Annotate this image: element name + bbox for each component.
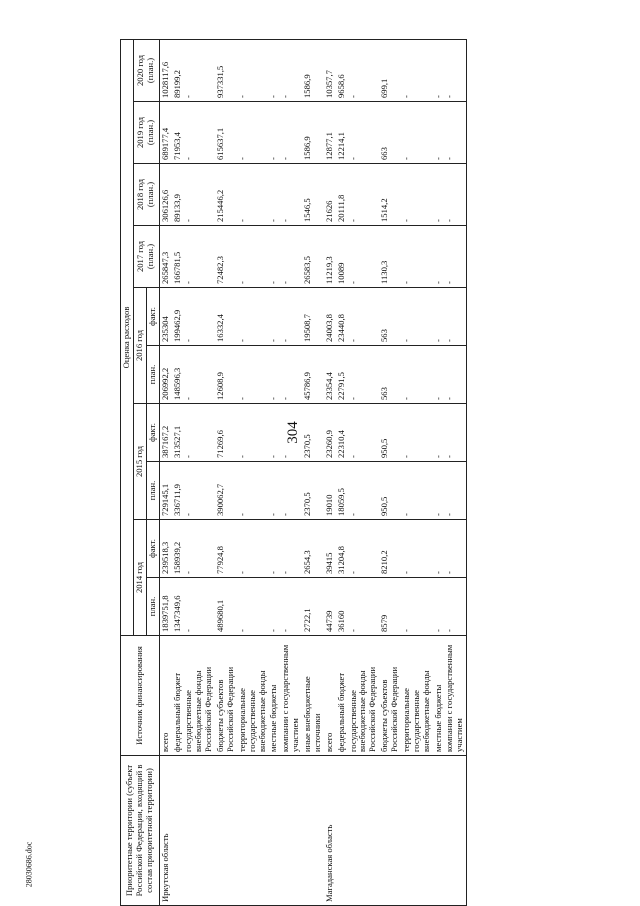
value-cell: - <box>444 226 466 288</box>
table-row <box>336 39 348 905</box>
value-cell: 11219,3 <box>324 226 336 288</box>
value-cell: 8210,2 <box>379 520 401 578</box>
value-cell: 239518,3 <box>159 520 171 578</box>
value-cell: 729145,1 <box>159 462 171 520</box>
territory-cell: Иркутская область <box>159 756 171 906</box>
value-cell: - <box>183 346 215 404</box>
value-cell: - <box>268 346 280 404</box>
value-cell: - <box>280 404 302 462</box>
value-cell: - <box>268 404 280 462</box>
value-cell: - <box>444 346 466 404</box>
table-row <box>348 39 380 905</box>
value-cell: 206992,2 <box>159 346 171 404</box>
table-row <box>401 39 433 905</box>
value-cell: - <box>280 346 302 404</box>
value-cell: 1546,5 <box>302 164 324 226</box>
value-cell: - <box>444 520 466 578</box>
value-cell: - <box>268 520 280 578</box>
value-cell: 23260,9 <box>324 404 336 462</box>
source-cell: бюджеты субъектов Российской Федерации <box>379 636 401 756</box>
table-row <box>237 39 269 905</box>
value-cell: - <box>433 226 445 288</box>
source-cell: компании с государственным участием <box>280 636 302 756</box>
table-row <box>183 39 215 905</box>
value-cell: - <box>401 39 433 101</box>
value-cell: - <box>268 102 280 164</box>
territory-cell <box>336 756 348 906</box>
value-cell: 18059,5 <box>336 462 348 520</box>
value-cell: - <box>183 39 215 101</box>
table-row <box>172 39 184 905</box>
value-cell: 166781,5 <box>172 226 184 288</box>
value-cell: 306126,6 <box>159 164 171 226</box>
header-2020: 2020 год (план.) <box>133 39 159 101</box>
value-cell: 1130,3 <box>379 226 401 288</box>
table-row <box>302 39 324 905</box>
value-cell: 148596,3 <box>172 346 184 404</box>
page-number: 304 <box>284 421 301 444</box>
value-cell: - <box>401 346 433 404</box>
value-cell: 2370,5 <box>302 404 324 462</box>
value-cell: 1839751,8 <box>159 578 171 636</box>
territory-cell <box>172 756 184 906</box>
value-cell: 71953,4 <box>172 102 184 164</box>
value-cell: - <box>280 288 302 346</box>
value-cell: 89133,9 <box>172 164 184 226</box>
value-cell: - <box>401 404 433 462</box>
source-cell: государственные внебюджетные фонды Российской Федерации <box>348 636 380 756</box>
value-cell: 1028117,6 <box>159 39 171 101</box>
value-cell: - <box>433 578 445 636</box>
territory-cell: Магаданская область <box>324 756 336 906</box>
value-cell: - <box>348 39 380 101</box>
value-cell: - <box>237 226 269 288</box>
value-cell: - <box>237 39 269 101</box>
value-cell: - <box>268 39 280 101</box>
territory-cell <box>401 756 433 906</box>
header-2016-plan: план. <box>146 346 159 404</box>
value-cell: 615637,1 <box>215 102 237 164</box>
source-cell: компании с государственным участием <box>444 636 466 756</box>
value-cell: 45786,9 <box>302 346 324 404</box>
territory-cell <box>280 756 302 906</box>
value-cell: 1586,9 <box>302 102 324 164</box>
source-cell: местные бюджеты <box>268 636 280 756</box>
value-cell: 489680,1 <box>215 578 237 636</box>
value-cell: - <box>268 226 280 288</box>
territory-cell <box>268 756 280 906</box>
territory-cell <box>348 756 380 906</box>
value-cell: 158939,2 <box>172 520 184 578</box>
source-cell: федеральный бюджет <box>172 636 184 756</box>
value-cell: - <box>183 226 215 288</box>
value-cell: - <box>348 226 380 288</box>
header-estimate: Оценка расходов <box>121 39 134 635</box>
value-cell: - <box>433 102 445 164</box>
value-cell: 20111,8 <box>336 164 348 226</box>
value-cell: - <box>280 520 302 578</box>
value-cell: 950,5 <box>379 404 401 462</box>
value-cell: - <box>348 346 380 404</box>
value-cell: 72482,3 <box>215 226 237 288</box>
value-cell: 663 <box>379 102 401 164</box>
value-cell: 1347349,6 <box>172 578 184 636</box>
value-cell: 950,5 <box>379 462 401 520</box>
value-cell: 689177,4 <box>159 102 171 164</box>
source-cell: всего <box>159 636 171 756</box>
value-cell: 26583,5 <box>302 226 324 288</box>
value-cell: 2370,5 <box>302 462 324 520</box>
table-body <box>159 39 467 905</box>
rotated-table-container <box>120 40 640 906</box>
value-cell: 265847,3 <box>159 226 171 288</box>
value-cell: - <box>433 462 445 520</box>
value-cell: 23354,4 <box>324 346 336 404</box>
header-2014-fact: факт. <box>146 520 159 578</box>
value-cell: 563 <box>379 346 401 404</box>
value-cell: 24003,8 <box>324 288 336 346</box>
source-cell: территориальные государственные внебюджетные фонды <box>237 636 269 756</box>
territory-cell <box>237 756 269 906</box>
value-cell: - <box>444 578 466 636</box>
header-2016-fact: факт. <box>146 288 159 346</box>
value-cell: 89199,2 <box>172 39 184 101</box>
source-cell: государственные внебюджетные фонды Российской Федерации <box>183 636 215 756</box>
value-cell: - <box>183 578 215 636</box>
value-cell: - <box>280 462 302 520</box>
header-2015-plan: план. <box>146 462 159 520</box>
value-cell: - <box>433 164 445 226</box>
value-cell: 19508,7 <box>302 288 324 346</box>
value-cell: - <box>433 404 445 462</box>
value-cell: - <box>183 164 215 226</box>
table-row <box>379 39 401 905</box>
value-cell: - <box>348 164 380 226</box>
value-cell: 2654,3 <box>302 520 324 578</box>
value-cell: 12214,1 <box>336 102 348 164</box>
value-cell: 12608,9 <box>215 346 237 404</box>
value-cell: 313527,1 <box>172 404 184 462</box>
value-cell: - <box>268 578 280 636</box>
header-2015: 2015 год <box>133 404 146 520</box>
value-cell: 699,1 <box>379 39 401 101</box>
territory-cell <box>379 756 401 906</box>
table-row <box>444 39 466 905</box>
header-territory: Приоритетные территории (субъект Российской Федерации, входящий в состав приоритетной территории) <box>121 756 160 906</box>
value-cell: 71269,6 <box>215 404 237 462</box>
value-cell: - <box>183 404 215 462</box>
value-cell: - <box>401 462 433 520</box>
value-cell: 19010 <box>324 462 336 520</box>
value-cell: 22310,4 <box>336 404 348 462</box>
value-cell: - <box>237 520 269 578</box>
value-cell: - <box>280 39 302 101</box>
value-cell: - <box>268 164 280 226</box>
value-cell: 563 <box>379 288 401 346</box>
value-cell: - <box>237 346 269 404</box>
value-cell: - <box>348 404 380 462</box>
value-cell: 235304 <box>159 288 171 346</box>
footer-document-code: 28030686.doc <box>24 841 34 888</box>
value-cell: - <box>237 578 269 636</box>
value-cell: - <box>348 288 380 346</box>
value-cell: - <box>444 404 466 462</box>
table-row <box>280 39 302 905</box>
value-cell: - <box>237 102 269 164</box>
value-cell: - <box>237 288 269 346</box>
value-cell: - <box>444 164 466 226</box>
value-cell: 39415 <box>324 520 336 578</box>
value-cell: 336711,9 <box>172 462 184 520</box>
value-cell: - <box>183 520 215 578</box>
header-2019: 2019 год (план.) <box>133 102 159 164</box>
value-cell: - <box>444 39 466 101</box>
expenditure-table <box>120 39 467 906</box>
value-cell: - <box>444 462 466 520</box>
source-cell: бюджеты субъектов Российской Федерации <box>215 636 237 756</box>
table-row <box>324 39 336 905</box>
value-cell: 9658,6 <box>336 39 348 101</box>
value-cell: - <box>280 226 302 288</box>
value-cell: 12877,1 <box>324 102 336 164</box>
source-cell: иные внебюджетные источники <box>302 636 324 756</box>
territory-cell <box>183 756 215 906</box>
table-row <box>215 39 237 905</box>
source-cell: местные бюджеты <box>433 636 445 756</box>
value-cell: 199462,9 <box>172 288 184 346</box>
value-cell: 77924,8 <box>215 520 237 578</box>
value-cell: - <box>237 164 269 226</box>
value-cell: - <box>401 520 433 578</box>
value-cell: - <box>401 164 433 226</box>
value-cell: - <box>401 226 433 288</box>
source-cell: всего <box>324 636 336 756</box>
value-cell: 22791,5 <box>336 346 348 404</box>
value-cell: - <box>348 578 380 636</box>
value-cell: - <box>433 288 445 346</box>
territory-cell <box>302 756 324 906</box>
value-cell: 16332,4 <box>215 288 237 346</box>
value-cell: - <box>280 578 302 636</box>
value-cell: - <box>433 346 445 404</box>
value-cell: - <box>433 520 445 578</box>
header-2014-plan: план. <box>146 578 159 636</box>
header-2014: 2014 год <box>133 520 146 636</box>
value-cell: - <box>183 288 215 346</box>
value-cell: 10357,7 <box>324 39 336 101</box>
value-cell: 44739 <box>324 578 336 636</box>
value-cell: - <box>444 288 466 346</box>
territory-cell <box>444 756 466 906</box>
territory-cell <box>215 756 237 906</box>
value-cell: 8579 <box>379 578 401 636</box>
territory-cell <box>433 756 445 906</box>
value-cell: 937331,5 <box>215 39 237 101</box>
value-cell: 387167,2 <box>159 404 171 462</box>
value-cell: - <box>348 102 380 164</box>
value-cell: 23440,8 <box>336 288 348 346</box>
value-cell: 31204,8 <box>336 520 348 578</box>
header-2017: 2017 год (план.) <box>133 226 159 288</box>
source-cell: федеральный бюджет <box>336 636 348 756</box>
table-row <box>433 39 445 905</box>
header-source: Источник финансирования <box>121 636 160 756</box>
table-row <box>159 39 171 905</box>
value-cell: 215446,2 <box>215 164 237 226</box>
table-row <box>268 39 280 905</box>
value-cell: - <box>183 462 215 520</box>
value-cell: - <box>444 102 466 164</box>
value-cell: - <box>280 164 302 226</box>
value-cell: - <box>433 39 445 101</box>
value-cell: - <box>268 462 280 520</box>
value-cell: - <box>348 462 380 520</box>
header-2016: 2016 год <box>133 288 146 404</box>
value-cell: 1586,9 <box>302 39 324 101</box>
value-cell: 10089 <box>336 226 348 288</box>
value-cell: - <box>237 404 269 462</box>
source-cell: территориальные государственные внебюджетные фонды <box>401 636 433 756</box>
value-cell: - <box>401 578 433 636</box>
value-cell: - <box>401 102 433 164</box>
value-cell: 21626 <box>324 164 336 226</box>
value-cell: - <box>280 102 302 164</box>
value-cell: - <box>268 288 280 346</box>
header-2015-fact: факт. <box>146 404 159 462</box>
value-cell: 1514,2 <box>379 164 401 226</box>
header-2018: 2018 год (план.) <box>133 164 159 226</box>
value-cell: 390062,7 <box>215 462 237 520</box>
value-cell: 36160 <box>336 578 348 636</box>
value-cell: - <box>237 462 269 520</box>
value-cell: 2722,1 <box>302 578 324 636</box>
value-cell: - <box>348 520 380 578</box>
value-cell: - <box>183 102 215 164</box>
value-cell: - <box>401 288 433 346</box>
